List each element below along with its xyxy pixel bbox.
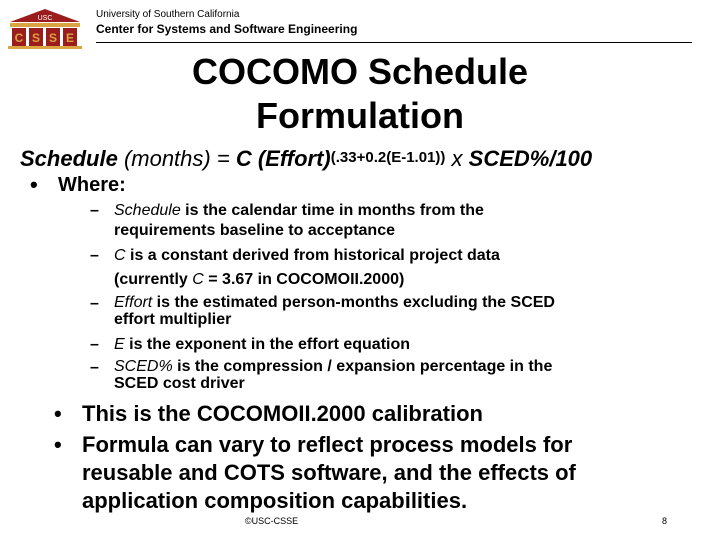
definition-effort: [114, 294, 704, 328]
svg-text:S: S: [48, 31, 58, 45]
formula-c-effort: C (Effort): [235, 146, 331, 171]
bullet-icon: •: [54, 432, 62, 457]
svg-text:USC: USC: [37, 15, 53, 22]
definition-c: [114, 246, 704, 294]
def-text: is the calendar time in months from the: [180, 202, 484, 219]
schedule-formula: [20, 146, 592, 172]
formula-sced: SCED%/100: [468, 146, 593, 171]
dash-icon: –: [90, 359, 99, 376]
bullet-icon: •: [54, 401, 62, 426]
definition-schedule: [114, 201, 704, 241]
def-term-inline: C: [192, 271, 204, 288]
svg-text:C: C: [14, 31, 24, 45]
header-divider: [96, 42, 692, 43]
def-term: Effort: [114, 294, 153, 311]
def-text-2: requirements baseline to acceptance: [114, 222, 395, 239]
def-term: C: [114, 247, 126, 264]
def-term: E: [114, 336, 125, 353]
svg-text:S: S: [31, 31, 41, 45]
definition-e: [114, 335, 704, 355]
dash-icon: –: [90, 202, 99, 219]
dash-icon: –: [90, 336, 99, 353]
definition-sced: [114, 358, 704, 392]
bullet-icon: •: [30, 172, 38, 197]
bullet-formula-line-1: Formula can vary to reflect process models for: [82, 432, 573, 457]
slide-title: [0, 50, 720, 138]
usc-csse-logo: [6, 8, 84, 50]
def-text-2: effort multiplier: [114, 311, 232, 328]
title-line-2: Formulation: [256, 95, 464, 136]
bullet-formula-line-3: application composition capabilities.: [82, 488, 468, 513]
formula-schedule: Schedule: [20, 146, 118, 171]
footer-copyright: ©USC-CSSE: [245, 516, 299, 526]
university-name: University of Southern California: [96, 9, 240, 20]
def-text-2-prefix: (currently: [114, 271, 193, 288]
formula-times: x: [451, 146, 463, 171]
formula-exponent: (.33+0.2(E-1.01)): [330, 149, 446, 166]
def-text-2: SCED cost driver: [114, 375, 245, 392]
dash-icon: –: [90, 295, 99, 312]
def-term: SCED%: [114, 358, 173, 375]
def-text: is the compression / expansion percentage in the: [172, 358, 553, 375]
def-text: is a constant derived from historical project data: [125, 247, 500, 264]
svg-text:E: E: [65, 31, 75, 45]
def-term: Schedule: [114, 202, 181, 219]
page-number: 8: [662, 516, 668, 526]
where-label: Where:: [58, 174, 126, 196]
bullet-calibration: This is the COCOMOII.2000 calibration: [82, 401, 483, 426]
formula-months: (months) =: [123, 146, 230, 171]
center-name: Center for Systems and Software Engineering: [96, 22, 358, 36]
bullet-formula-line-2: reusable and COTS software, and the effects of: [82, 460, 576, 485]
def-text: is the estimated person-months excluding the SCED: [152, 294, 555, 311]
def-text-2-suffix: = 3.67 in COCOMOII.2000): [203, 271, 405, 288]
dash-icon: –: [90, 247, 99, 264]
def-text: is the exponent in the effort equation: [124, 336, 411, 353]
title-line-1: COCOMO Schedule: [191, 51, 529, 92]
